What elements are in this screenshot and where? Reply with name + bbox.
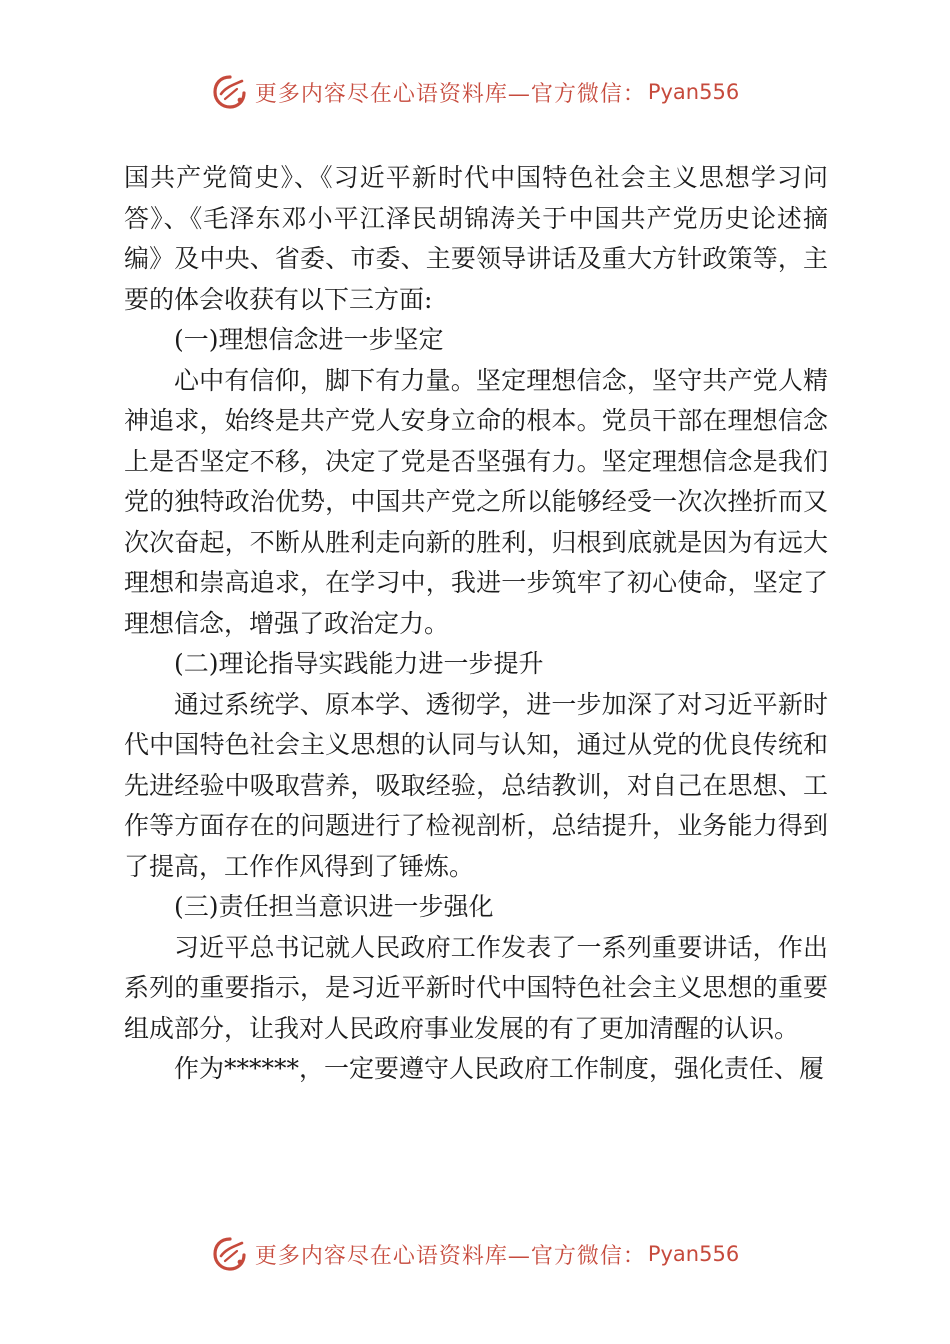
heading-section-2: (二)理论指导实践能力进一步提升 [174,649,544,678]
banner-text: 更多内容尽在心语资料库—官方微信： [254,1243,646,1269]
header-banner [0,70,950,114]
paragraph-closing: 作为******，一定要遵守人民政府工作制度，强化责任、履 [174,1054,825,1083]
brush-circle-logo-icon [211,73,249,111]
paragraph-section-2: 通过系统学、原本学、透彻学，进一步加深了对习近平新时代中国特色社会主义思想的认同与认知，通过从党的优良传统和先进经验中吸取营养，吸取经验，总结教训，对自己在思想、工作等方面存在的问题进行了检视剖析，总结提升，业务能力得到了提高，工作作风得到了锤炼。 [124,689,828,881]
document-body [124,158,828,1090]
paragraph-section-1: 心中有信仰，脚下有力量。坚定理想信念，坚守共产党人精神追求，始终是共产党人安身立命的根本。党员干部在理想信念上是否坚定不移，决定了党是否坚强有力。坚定理想信念是我们党的独特政治优势，中国共产党之所以能够经受一次次挫折而又次次奋起，不断从胜利走向新的胜利，归根到底就是因为有远大理想和崇高追求，在学习中，我进一步筑牢了初心使命，坚定了理想信念，增强了政治定力。 [124,365,828,638]
banner-wechat-id: Pyan556 [647,1242,740,1266]
heading-section-3: (三)责任担当意识进一步强化 [174,892,494,921]
heading-section-1: (一)理想信念进一步坚定 [174,325,444,354]
banner-text: 更多内容尽在心语资料库—官方微信： [254,81,646,107]
paragraph-intro: 国共产党简史》、《习近平新时代中国特色社会主义思想学习问答》、《毛泽东邓小平江泽民胡锦涛关于中国共产党历史论述摘编》及中央、省委、市委、主要领导讲话及重大方针政策等，主要的体会收获有以下三方面: [124,163,828,314]
brush-circle-logo-icon [211,1235,249,1273]
banner-wechat-id: Pyan556 [647,80,740,104]
paragraph-section-3: 习近平总书记就人民政府工作发表了一系列重要讲话，作出系列的重要指示，是习近平新时代中国特色社会主义思想的重要组成部分，让我对人民政府事业发展的有了更加清醒的认识。 [124,932,828,1043]
footer-banner [0,1232,950,1276]
